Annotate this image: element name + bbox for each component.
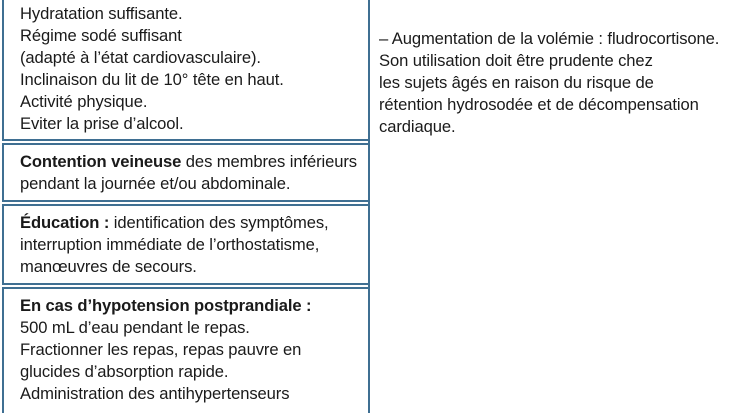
section-heading: En cas d’hypotension postprandiale : [20,296,312,315]
text-line: cardiaque. [379,117,456,136]
text-line: pendant la journée et/ou abdominale. [20,174,291,193]
text-line: (adapté à l’état cardiovasculaire). [20,48,261,67]
text-line: Eviter la prise d’alcool. [20,114,184,133]
text-line: – Augmentation de la volémie : fludrocortisone. [379,29,720,48]
postprandial-box [2,287,370,413]
compression-box [2,143,370,202]
text-line: Fractionner les repas, repas pauvre en [20,340,302,359]
education-box [2,204,370,285]
text-line: les sujets âgés en raison du risque de [379,73,654,92]
pharmacology-box [368,0,735,413]
text-line: Régime sodé suffisant [20,26,182,45]
text-line: Hydratation suffisante. [20,4,183,23]
text-line: Inclinaison du lit de 10° tête en haut. [20,70,284,89]
text-line: Son utilisation doit être prudente chez [379,51,653,70]
text-line: rétention hydrosodée et de décompensation [379,95,699,114]
text-line: Administration des antihypertenseurs [20,384,290,403]
text-line: manœuvres de secours. [20,257,197,276]
text-span: des membres inférieurs [181,152,357,171]
text-line: 500 mL d’eau pendant le repas. [20,318,250,337]
text-line: Activité physique. [20,92,148,111]
text-line [20,212,329,234]
measures-box [2,0,370,141]
text-line: interruption immédiate de l’orthostatisme, [20,235,320,254]
bold-term: Contention veineuse [20,152,182,171]
text-line [20,151,357,173]
text-span: identification des symptômes, [109,213,329,232]
text-line: glucides d’absorption rapide. [20,362,229,381]
bold-term: Éducation : [20,213,110,232]
